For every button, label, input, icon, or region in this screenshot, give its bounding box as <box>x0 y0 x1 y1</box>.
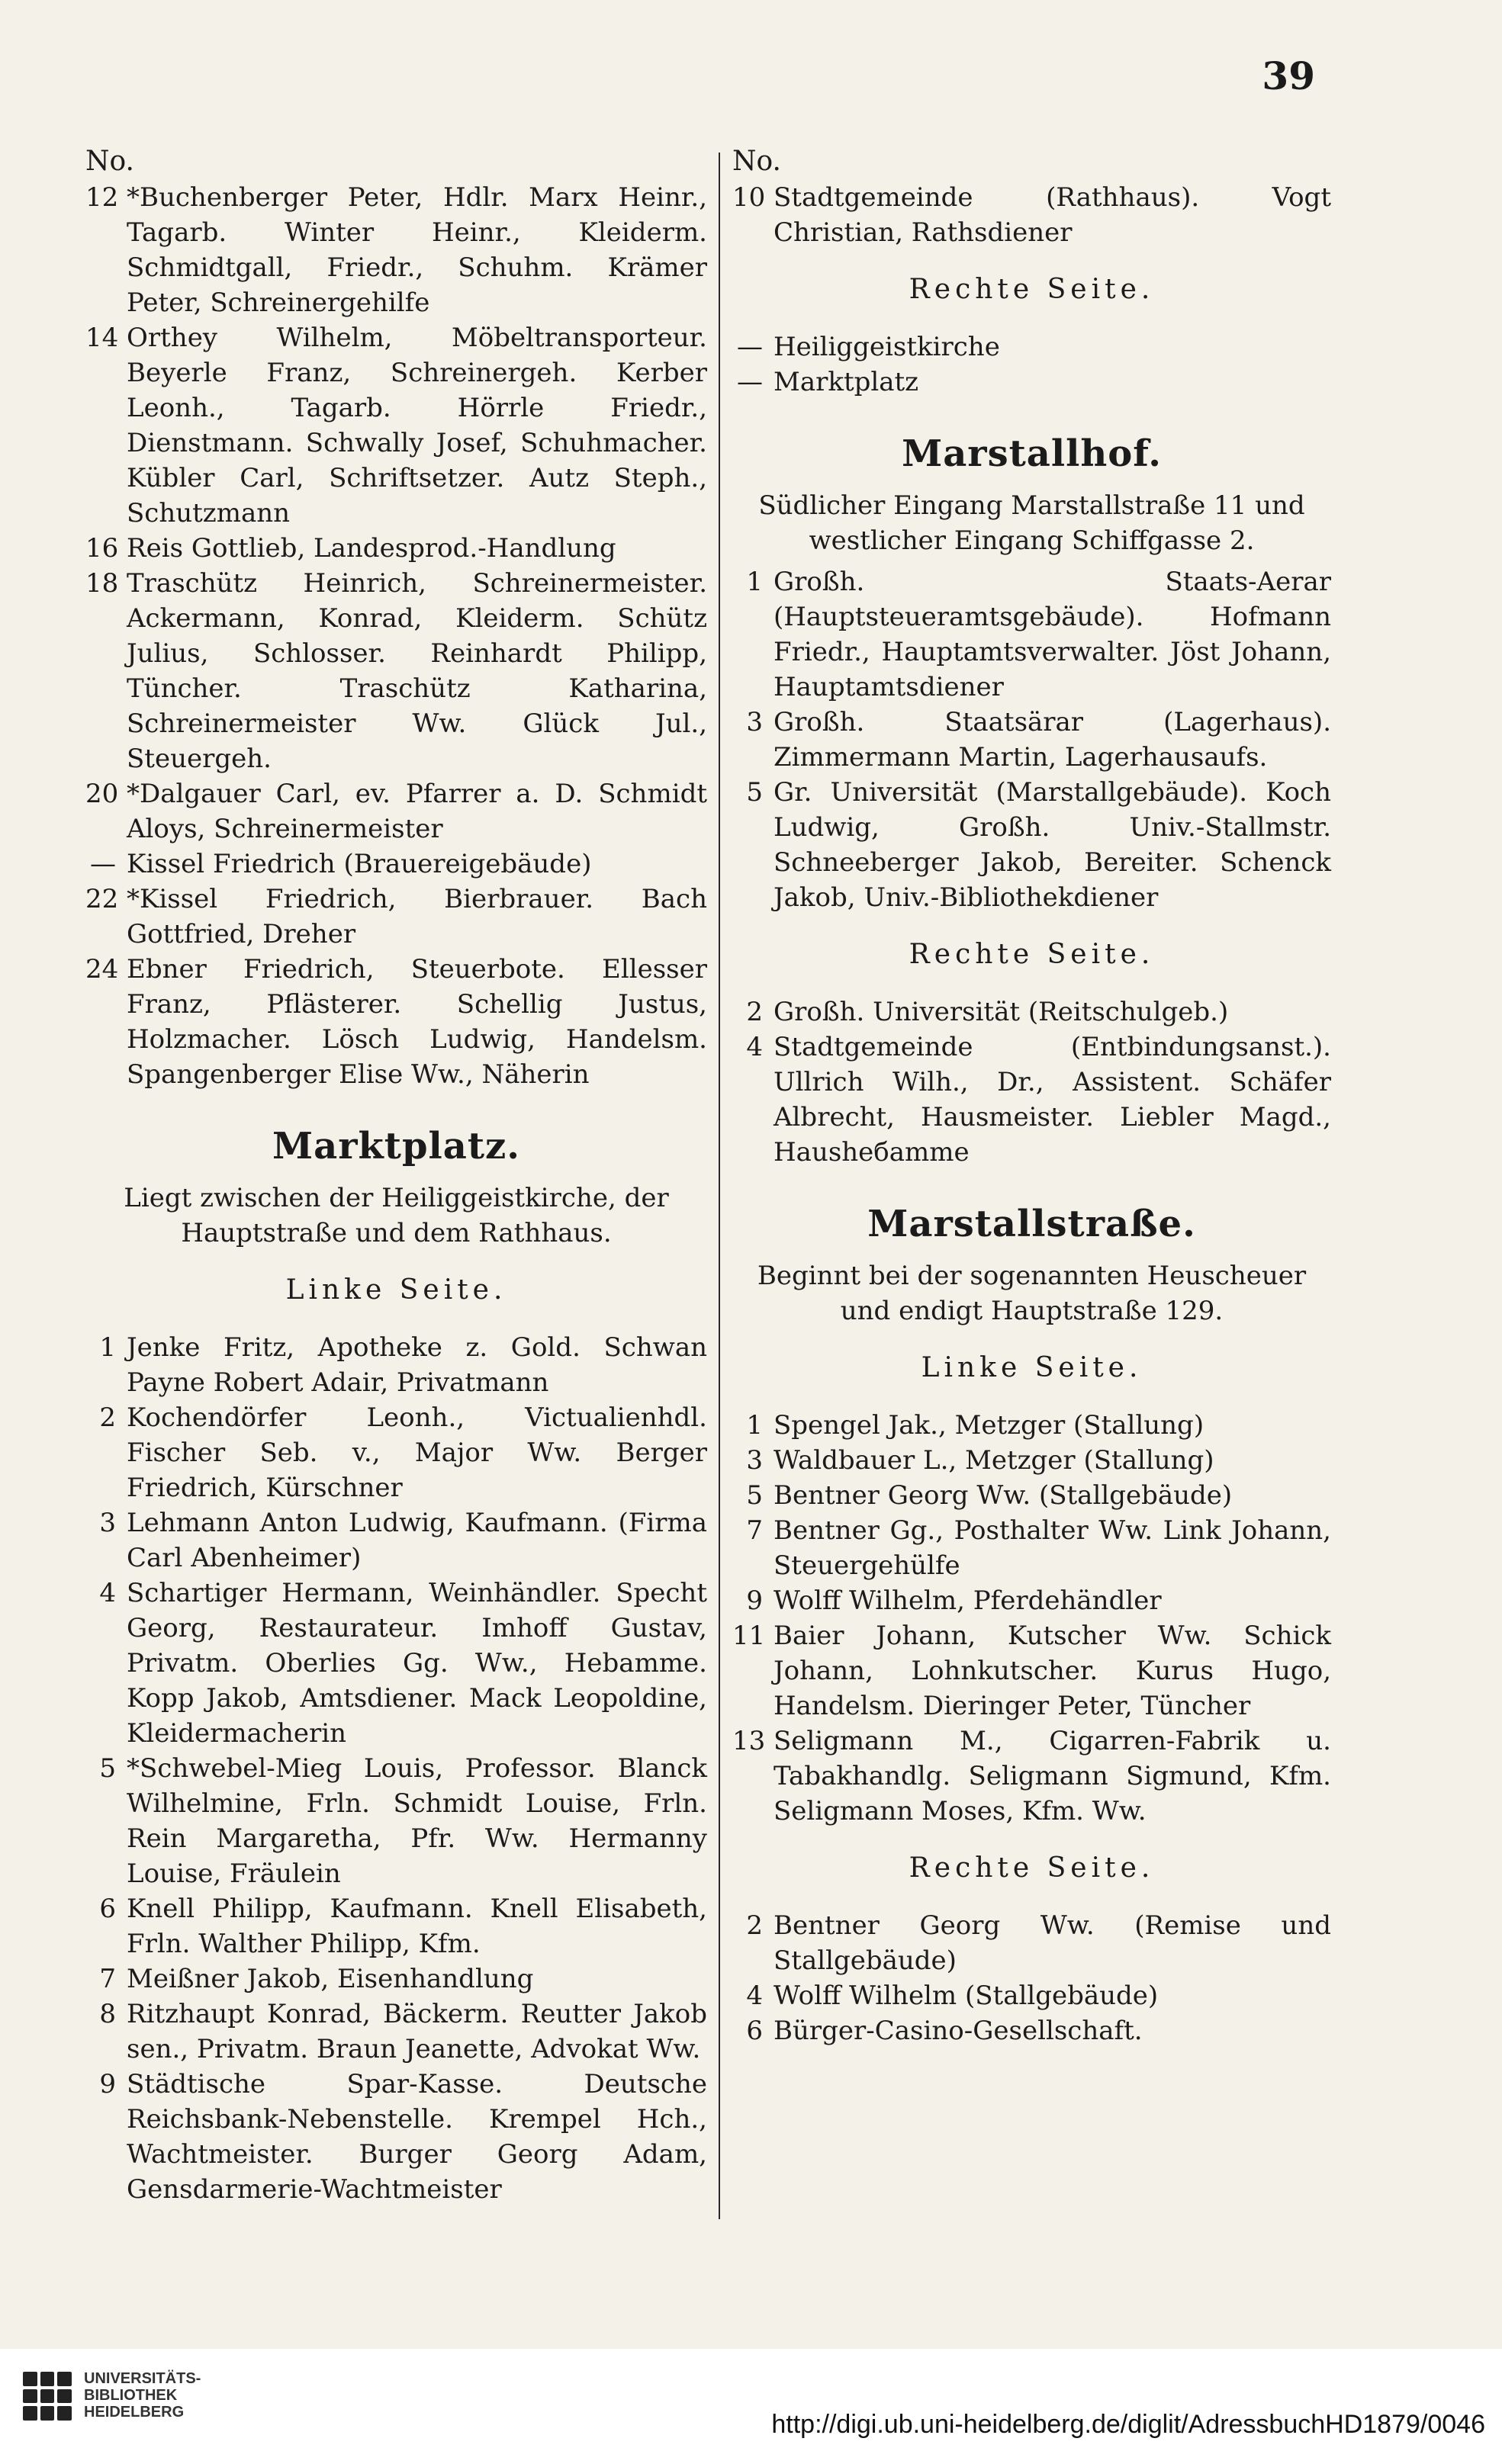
side-heading-rechte: Rechte Seite. <box>909 274 1155 305</box>
entries-marstallhof-left <box>732 564 1331 915</box>
house-number: 13 <box>732 1726 766 1756</box>
address-entry <box>732 1408 1331 1443</box>
resident-text: Heiliggeistkirche <box>774 332 1000 362</box>
resident-text: Baier Johann, Kutscher Ww. Schick Johann, Lohnkutscher. Kurus Hugo, Handelsm. Dieringer Peter, Tüncher <box>774 1621 1331 1721</box>
house-number: 4 <box>746 1981 763 2011</box>
resident-text: Bürger-Casino-Gesellschaft. <box>774 2016 1143 2046</box>
house-number: 1 <box>746 1410 763 1441</box>
resident-text: Lehmann Anton Ludwig, Kaufmann. (Firma Carl Abenheimer) <box>127 1508 707 1573</box>
resident-text: *Kissel Friedrich, Bierbrauer. Bach Gottfried, Dreher <box>127 884 707 949</box>
side-heading-marstallstrasse-rechte: Rechte Seite. <box>909 1852 1155 1884</box>
street-title-marstallstrasse: Marstallstraße. <box>867 1203 1196 1245</box>
house-number: 6 <box>99 1894 116 1924</box>
footer-bar <box>0 2349 1502 2464</box>
resident-text: Ebner Friedrich, Steuerbote. Ellesser Franz, Pflästerer. Schellig Justus, Holzmacher. Lösch Ludwig, Handelsm. Spangenberger Elise Ww., Näherin <box>127 954 707 1090</box>
house-number: 8 <box>99 1999 116 2029</box>
house-number: — <box>737 332 763 362</box>
house-number: 2 <box>99 1402 116 1433</box>
address-entry <box>85 882 707 952</box>
address-entry <box>732 775 1331 915</box>
house-number: 5 <box>746 777 763 808</box>
address-entry <box>85 1891 707 1961</box>
resident-text: Spengel Jak., Metzger (Stallung) <box>774 1410 1204 1441</box>
house-number: 1 <box>746 567 763 597</box>
house-number: — <box>90 849 116 879</box>
address-entry <box>732 1724 1331 1829</box>
library-name-line: HEIDELBERG <box>84 2404 185 2421</box>
house-number: 5 <box>746 1480 763 1511</box>
address-entry <box>85 846 707 882</box>
resident-text: Kissel Friedrich (Brauereigebäude) <box>127 849 592 879</box>
resident-text: Schartiger Hermann, Weinhändler. Specht Georg, Restaurateur. Imhoff Gustav, Privatm. Oberlies Gg. Ww., Hebamme. Kopp Jakob, Amtsdiener. Mack Leopoldine, Kleidermacherin <box>127 1578 707 1749</box>
resident-text: Bentner Gg., Posthalter Ww. Link Johann, Steuergehülfe <box>774 1515 1331 1581</box>
address-entry <box>732 1443 1331 1478</box>
address-entry <box>85 1961 707 1997</box>
entries-marktplatz-right <box>732 329 1331 400</box>
resident-text: Großh. Staatsärar (Lagerhaus). Zimmermann Martin, Lagerhausaufs. <box>774 707 1331 773</box>
street-description-marktplatz: Liegt zwischen der Heiliggeistkirche, der Hauptstraße und dem Rathhaus. <box>124 1183 669 1248</box>
house-number: 7 <box>746 1515 763 1546</box>
library-name-line: UNIVERSITÄTS- <box>84 2370 201 2387</box>
number-column-header: No. <box>85 146 134 177</box>
resident-text: Großh. Staats-Aerar (Hauptsteueramtsgebäude). Hofmann Friedr., Hauptamtsverwalter. Jöst Johann, Hauptamtsdiener <box>774 567 1331 702</box>
resident-text: Bentner Georg Ww. (Stallgebäude) <box>774 1480 1233 1511</box>
address-entry <box>85 1997 707 2067</box>
address-entry <box>85 2067 707 2207</box>
address-entry <box>732 1908 1331 1978</box>
side-heading-linke: Linke Seite. <box>285 1274 507 1306</box>
address-entry <box>85 952 707 1092</box>
street-title-marktplatz: Marktplatz. <box>272 1125 520 1168</box>
address-entry <box>732 564 1331 705</box>
house-number: 14 <box>85 323 119 353</box>
address-entry <box>85 1505 707 1576</box>
address-entry <box>732 1513 1331 1583</box>
house-number: 18 <box>85 568 119 599</box>
resident-text: Gr. Universität (Marstallgebäude). Koch Ludwig, Großh. Univ.-Stallmstr. Schneeberger Jakob, Bereiter. Schenck Jakob, Univ.-Bibliothekdiener <box>774 777 1331 913</box>
address-entry <box>732 1618 1331 1724</box>
address-entry <box>85 1751 707 1891</box>
resident-text: Seligmann M., Cigarren-Fabrik u. Tabakhandlg. Seligmann Sigmund, Kfm. Seligmann Moses, Kfm. Ww. <box>774 1726 1331 1826</box>
library-name-line: BIBLIOTHEK <box>84 2387 178 2404</box>
house-number: 4 <box>99 1578 116 1608</box>
house-number: 4 <box>746 1032 763 1062</box>
address-entry <box>732 1030 1331 1170</box>
address-entry <box>85 180 707 320</box>
address-entry <box>732 180 1331 250</box>
resident-text: Bentner Georg Ww. (Remise und Stallgebäude) <box>774 1910 1331 1976</box>
entries-marstallstrasse-left <box>732 1408 1331 1829</box>
address-entry <box>732 1978 1331 2013</box>
address-entry <box>732 994 1331 1030</box>
house-number: 9 <box>746 1585 763 1616</box>
side-heading-marstallhof-rechte: Rechte Seite. <box>909 939 1155 970</box>
house-number: 10 <box>732 182 766 213</box>
column-divider <box>719 153 720 2219</box>
resident-text: *Schwebel-Mieg Louis, Professor. Blanck Wilhelmine, Frln. Schmidt Louise, Frln. Rein Margaretha, Pfr. Ww. Hermanny Louise, Fräulein <box>127 1753 707 1889</box>
resident-text: Traschütz Heinrich, Schreinermeister. Ackermann, Konrad, Kleiderm. Schütz Julius, Schlosser. Reinhardt Philipp, Tüncher. Traschütz Katharina, Schreinermeister Ww. Glück Jul., Steuergeh. <box>127 568 707 774</box>
source-url-link[interactable]: http://digi.ub.uni-heidelberg.de/diglit/AdressbuchHD1879/0046 <box>771 2410 1485 2439</box>
address-entry <box>732 1478 1331 1513</box>
house-number: 3 <box>99 1508 116 1538</box>
entries-marktplatz-left <box>85 1330 707 2207</box>
house-number: 11 <box>732 1621 766 1651</box>
address-entry <box>732 1583 1331 1618</box>
house-number: 7 <box>99 1964 116 1994</box>
resident-text: Ritzhaupt Konrad, Bäckerm. Reutter Jakob sen., Privatm. Braun Jeanette, Advokat Ww. <box>127 1999 707 2064</box>
entries-hauptstrasse-continued <box>85 180 707 1092</box>
right-column <box>732 145 1331 2048</box>
house-number: 5 <box>99 1753 116 1784</box>
address-entry <box>85 1576 707 1751</box>
resident-text: Knell Philipp, Kaufmann. Knell Elisabeth, Frln. Walther Philipp, Kfm. <box>127 1894 707 1959</box>
address-entry <box>732 705 1331 775</box>
resident-text: Marktplatz <box>774 367 919 397</box>
entries-marstallstrasse-right <box>732 1908 1331 2048</box>
house-number: 3 <box>746 1445 763 1476</box>
house-number: 22 <box>85 884 119 914</box>
resident-text: Orthey Wilhelm, Möbeltransporteur. Beyerle Franz, Schreinergeh. Kerber Leonh., Tagarb. Hörrle Friedr., Dienstmann. Schwally Josef, Schuhmacher. Kübler Carl, Schriftsetzer. Autz Steph., Schutzmann <box>127 323 707 528</box>
resident-text: Kochendörfer Leonh., Victualienhdl. Fischer Seb. v., Major Ww. Berger Friedrich, Kürschner <box>127 1402 707 1503</box>
resident-text: *Dalgauer Carl, ev. Pfarrer a. D. Schmidt Aloys, Schreinermeister <box>127 779 707 844</box>
street-description-marstallstrasse: Beginnt bei der sogenannten Heuscheuer und endigt Hauptstraße 129. <box>757 1261 1307 1326</box>
resident-text: Reis Gottlieb, Landesprod.-Handlung <box>127 533 616 564</box>
library-name <box>84 2370 201 2421</box>
entries-marstallhof-right <box>732 994 1331 1170</box>
address-entry <box>85 1330 707 1400</box>
resident-text: Stadtgemeinde (Entbindungsanst.). Ullrich Wilh., Dr., Assistent. Schäfer Albrecht, Hausmeister. Liebler Magd., Hausheбamme <box>774 1032 1331 1168</box>
house-number: 6 <box>746 2016 763 2046</box>
resident-text: Meißner Jakob, Eisenhandlung <box>127 1964 534 1994</box>
house-number: 20 <box>85 779 119 809</box>
side-heading-marstallstrasse-linke: Linke Seite. <box>921 1352 1143 1383</box>
library-logo-icon <box>23 2372 72 2421</box>
house-number: 16 <box>85 533 119 564</box>
address-entry <box>732 329 1331 365</box>
street-description-marstallhof: Südlicher Eingang Marstallstraße 11 und westlicher Eingang Schiffgasse 2. <box>758 490 1305 556</box>
house-number: 24 <box>85 954 119 985</box>
resident-text: *Buchenberger Peter, Hdlr. Marx Heinr., Tagarb. Winter Heinr., Kleiderm. Schmidtgall, Friedr., Schuhm. Krämer Peter, Schreinergehilfe <box>127 182 707 318</box>
page-number: 39 <box>1262 53 1315 98</box>
house-number: 2 <box>746 1910 763 1941</box>
address-entry <box>85 776 707 846</box>
address-entry <box>732 365 1331 400</box>
resident-text: Jenke Fritz, Apotheke z. Gold. Schwan Payne Robert Adair, Privatmann <box>127 1332 707 1398</box>
number-column-header-right: No. <box>732 146 781 177</box>
house-number: 9 <box>99 2069 116 2099</box>
street-title-marstallhof: Marstallhof. <box>902 432 1162 475</box>
resident-text: Stadtgemeinde (Rathhaus). Vogt Christian, Rathsdiener <box>774 182 1331 248</box>
resident-text: Großh. Universität (Reitschulgeb.) <box>774 997 1229 1027</box>
house-number: 3 <box>746 707 763 737</box>
house-number: 1 <box>99 1332 116 1363</box>
address-entry <box>85 1400 707 1505</box>
address-entry <box>85 566 707 776</box>
house-number: 2 <box>746 997 763 1027</box>
left-column <box>85 145 707 2207</box>
house-number: — <box>737 367 763 397</box>
resident-text: Waldbauer L., Metzger (Stallung) <box>774 1445 1214 1476</box>
resident-text: Wolff Wilhelm (Stallgebäude) <box>774 1981 1159 2011</box>
resident-text: Wolff Wilhelm, Pferdehändler <box>774 1585 1162 1616</box>
address-entry <box>732 2013 1331 2048</box>
address-entry <box>85 320 707 531</box>
resident-text: Städtische Spar-Kasse. Deutsche Reichsbank-Nebenstelle. Krempel Hch., Wachtmeister. Burger Georg Adam, Gensdarmerie-Wachtmeister <box>127 2069 707 2205</box>
entries-right-top <box>732 180 1331 250</box>
house-number: 12 <box>85 182 119 213</box>
address-entry <box>85 531 707 566</box>
